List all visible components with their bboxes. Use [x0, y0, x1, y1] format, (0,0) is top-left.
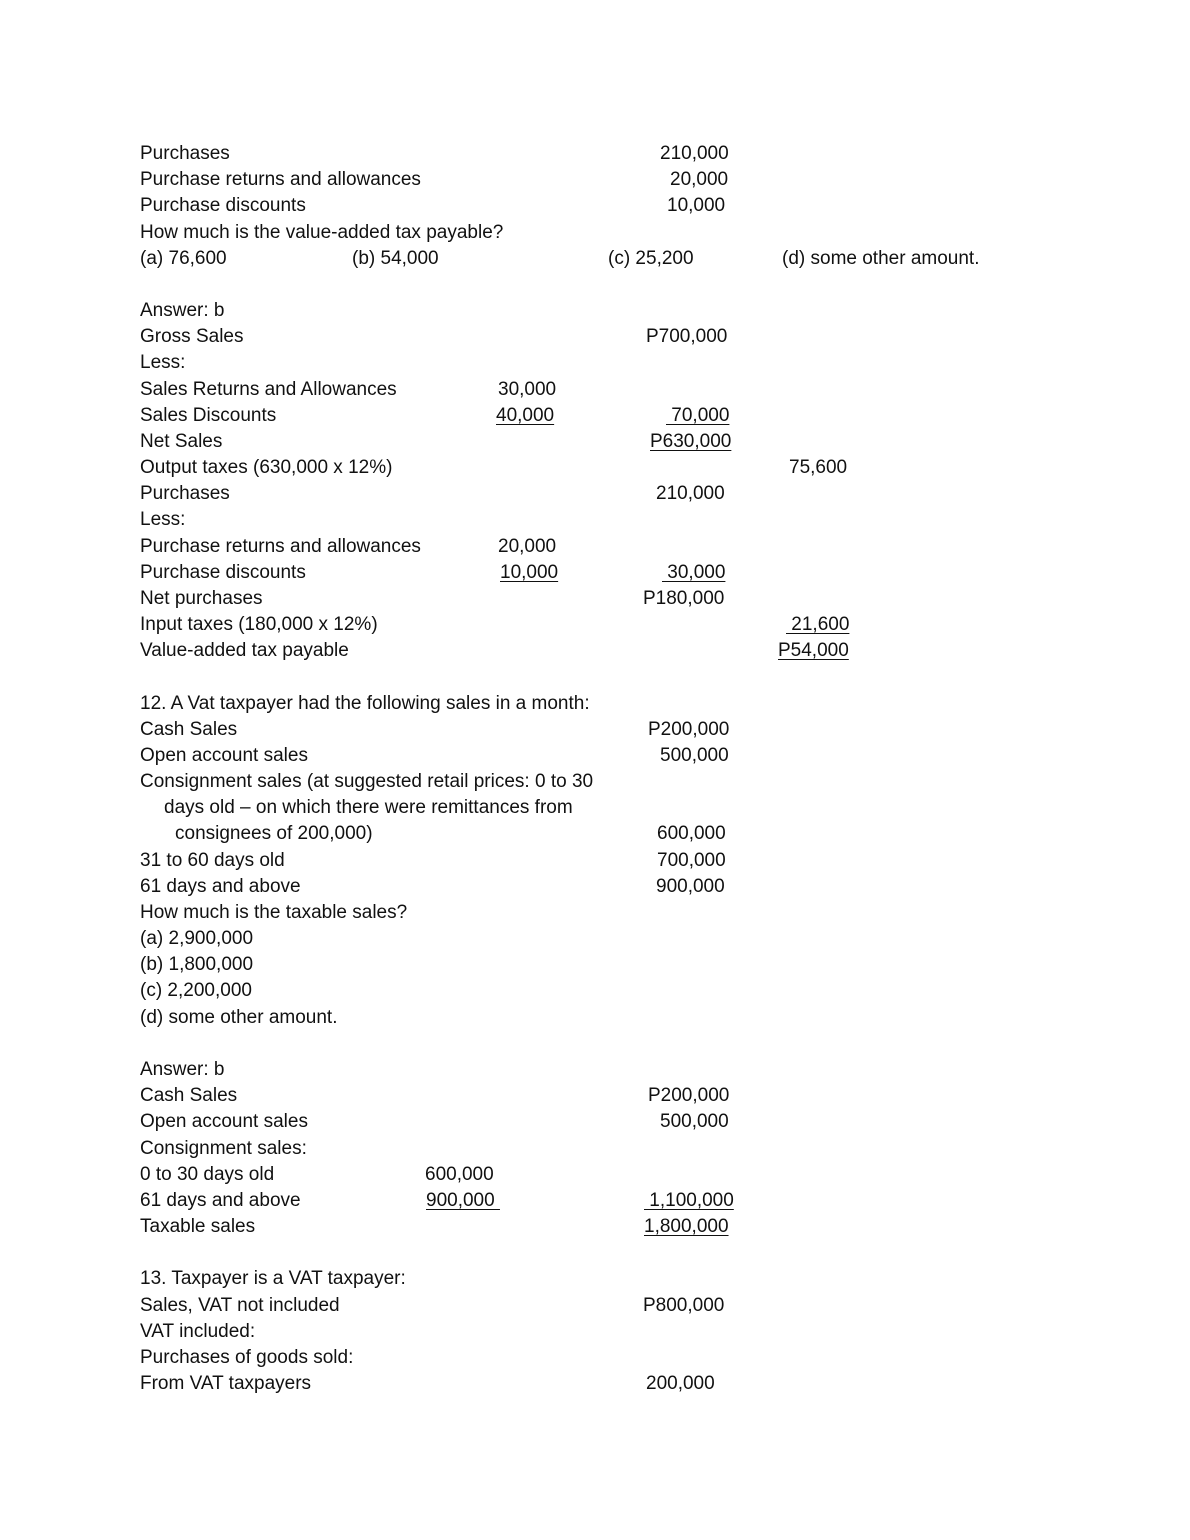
- document-line: [0, 1345, 1190, 1371]
- line-amount: 210,000: [656, 483, 725, 505]
- document-line: [0, 560, 1190, 586]
- document-line: [0, 769, 1190, 795]
- document-line: [0, 220, 1190, 246]
- document-line: [0, 1005, 1190, 1031]
- document-line: [0, 534, 1190, 560]
- line-amount: 600,000: [425, 1163, 494, 1185]
- line-amount: P180,000: [643, 587, 725, 609]
- line-amount: 10,000: [667, 195, 726, 217]
- line-amount: 500,000: [660, 744, 729, 766]
- document-line: [0, 429, 1190, 455]
- document-line: [0, 821, 1190, 847]
- document-line: [0, 952, 1190, 978]
- line-label: (c) 2,200,000: [140, 980, 252, 1002]
- line-label: Open account sales: [140, 744, 308, 766]
- line-label: Sales Returns and Allowances: [140, 378, 397, 400]
- line-label: (a) 76,600: [140, 247, 227, 269]
- line-label: consignees of 200,000): [175, 823, 373, 845]
- line-label: Sales Discounts: [140, 404, 277, 426]
- line-amount: (d) some other amount.: [782, 247, 980, 269]
- line-amount: 30,000: [662, 561, 726, 583]
- line-amount: 210,000: [660, 143, 729, 164]
- blank-line: [0, 1240, 1190, 1266]
- line-amount: 600,000: [657, 823, 726, 845]
- document-line: [0, 717, 1190, 743]
- document-line: [0, 848, 1190, 874]
- document-line: [0, 1293, 1190, 1319]
- document-line: [0, 377, 1190, 403]
- line-label: 0 to 30 days old: [140, 1163, 275, 1185]
- document-line: [0, 874, 1190, 900]
- document-line: [0, 1319, 1190, 1345]
- line-amount: P200,000: [648, 718, 730, 740]
- line-label: Input taxes (180,000 x 12%): [140, 614, 378, 636]
- line-label: Gross Sales: [140, 326, 244, 348]
- line-label: Consignment sales (at suggested retail prices: 0 to 30: [140, 771, 594, 793]
- line-label: How much is the taxable sales?: [140, 901, 408, 923]
- document-line: [0, 1057, 1190, 1083]
- line-amount: 900,000: [426, 1189, 500, 1211]
- line-amount: (b) 54,000: [352, 247, 439, 269]
- line-label: Cash Sales: [140, 718, 238, 740]
- document-line: [0, 350, 1190, 376]
- line-label: Taxable sales: [140, 1216, 256, 1237]
- line-label: Purchases: [140, 483, 230, 505]
- line-label: 61 days and above: [140, 875, 301, 897]
- line-amount: 700,000: [657, 849, 726, 871]
- document-line: [0, 193, 1190, 219]
- line-amount: P54,000: [778, 640, 849, 662]
- line-label: Answer: b: [140, 1059, 225, 1080]
- blank-line: [0, 272, 1190, 298]
- document-line: [0, 246, 1190, 272]
- line-label: (b) 1,800,000: [140, 954, 254, 976]
- document-line: [0, 691, 1190, 717]
- line-label: Purchase returns and allowances: [140, 535, 421, 557]
- line-label: How much is the value-added tax payable?: [140, 221, 504, 243]
- line-label: Purchase discounts: [140, 561, 306, 583]
- document-line: [0, 638, 1190, 664]
- document-line: [0, 586, 1190, 612]
- document-line: [0, 1162, 1190, 1188]
- line-label: VAT included:: [140, 1320, 256, 1342]
- document-line: [0, 1109, 1190, 1135]
- line-amount: 40,000: [496, 404, 555, 426]
- line-amount: P630,000: [650, 430, 732, 452]
- document-line: [0, 743, 1190, 769]
- line-label: Value-added tax payable: [140, 640, 349, 662]
- line-label: Consignment sales:: [140, 1137, 307, 1159]
- document-line: [0, 167, 1190, 193]
- line-label: From VAT taxpayers: [140, 1373, 312, 1394]
- line-label: 13. Taxpayer is a VAT taxpayer:: [140, 1268, 406, 1290]
- line-label: (d) some other amount.: [140, 1006, 338, 1028]
- line-amount: 30,000: [498, 378, 557, 400]
- document-line: [0, 481, 1190, 507]
- line-label: 61 days and above: [140, 1189, 301, 1211]
- line-label: days old – on which there were remittances from: [164, 797, 573, 819]
- document-line: [0, 1371, 1190, 1397]
- document-line: [0, 141, 1190, 167]
- document-line: [0, 1188, 1190, 1214]
- document-line: [0, 1214, 1190, 1240]
- line-amount: 1,800,000: [644, 1216, 729, 1237]
- line-label: Output taxes (630,000 x 12%): [140, 457, 393, 478]
- document-line: [0, 1083, 1190, 1109]
- line-label: (a) 2,900,000: [140, 928, 254, 950]
- line-label: Net Sales: [140, 430, 223, 452]
- document-line: [0, 324, 1190, 350]
- line-amount: P800,000: [643, 1294, 725, 1316]
- line-label: Cash Sales: [140, 1085, 238, 1107]
- document-line: [0, 298, 1190, 324]
- line-amount: 20,000: [498, 535, 557, 557]
- line-amount: 75,600: [789, 457, 848, 478]
- document-line: [0, 1136, 1190, 1162]
- line-amount: 900,000: [656, 875, 725, 897]
- document-line: [0, 978, 1190, 1004]
- line-label: Sales, VAT not included: [140, 1294, 340, 1316]
- line-label: Open account sales: [140, 1111, 308, 1133]
- document-line: [0, 455, 1190, 481]
- document-line: [0, 926, 1190, 952]
- document-line: [0, 795, 1190, 821]
- line-amount: 20,000: [670, 169, 729, 191]
- line-amount: 200,000: [646, 1373, 715, 1394]
- line-label: Purchase returns and allowances: [140, 169, 421, 191]
- document-line: [0, 612, 1190, 638]
- line-amount: 10,000: [500, 561, 559, 583]
- line-amount: 21,600: [786, 614, 850, 636]
- line-label: Purchase discounts: [140, 195, 306, 217]
- line-label: Answer: b: [140, 300, 225, 321]
- line-label: Purchases of goods sold:: [140, 1346, 354, 1368]
- blank-line: [0, 1031, 1190, 1057]
- document-line: [0, 900, 1190, 926]
- document-line: [0, 507, 1190, 533]
- line-amount: 1,100,000: [644, 1189, 734, 1211]
- line-amount: P700,000: [646, 326, 728, 348]
- line-label: Less:: [140, 352, 186, 374]
- document-line: [0, 1266, 1190, 1292]
- line-amount: 500,000: [660, 1111, 729, 1133]
- line-amount: 70,000: [666, 404, 730, 426]
- line-label: Less:: [140, 509, 186, 531]
- line-amount: (c) 25,200: [608, 247, 694, 269]
- blank-line: [0, 664, 1190, 690]
- line-label: 12. A Vat taxpayer had the following sales in a month:: [140, 692, 590, 714]
- line-label: Purchases: [140, 143, 230, 164]
- line-label: Net purchases: [140, 587, 263, 609]
- line-label: 31 to 60 days old: [140, 849, 285, 871]
- document-line: [0, 403, 1190, 429]
- line-amount: P200,000: [648, 1085, 730, 1107]
